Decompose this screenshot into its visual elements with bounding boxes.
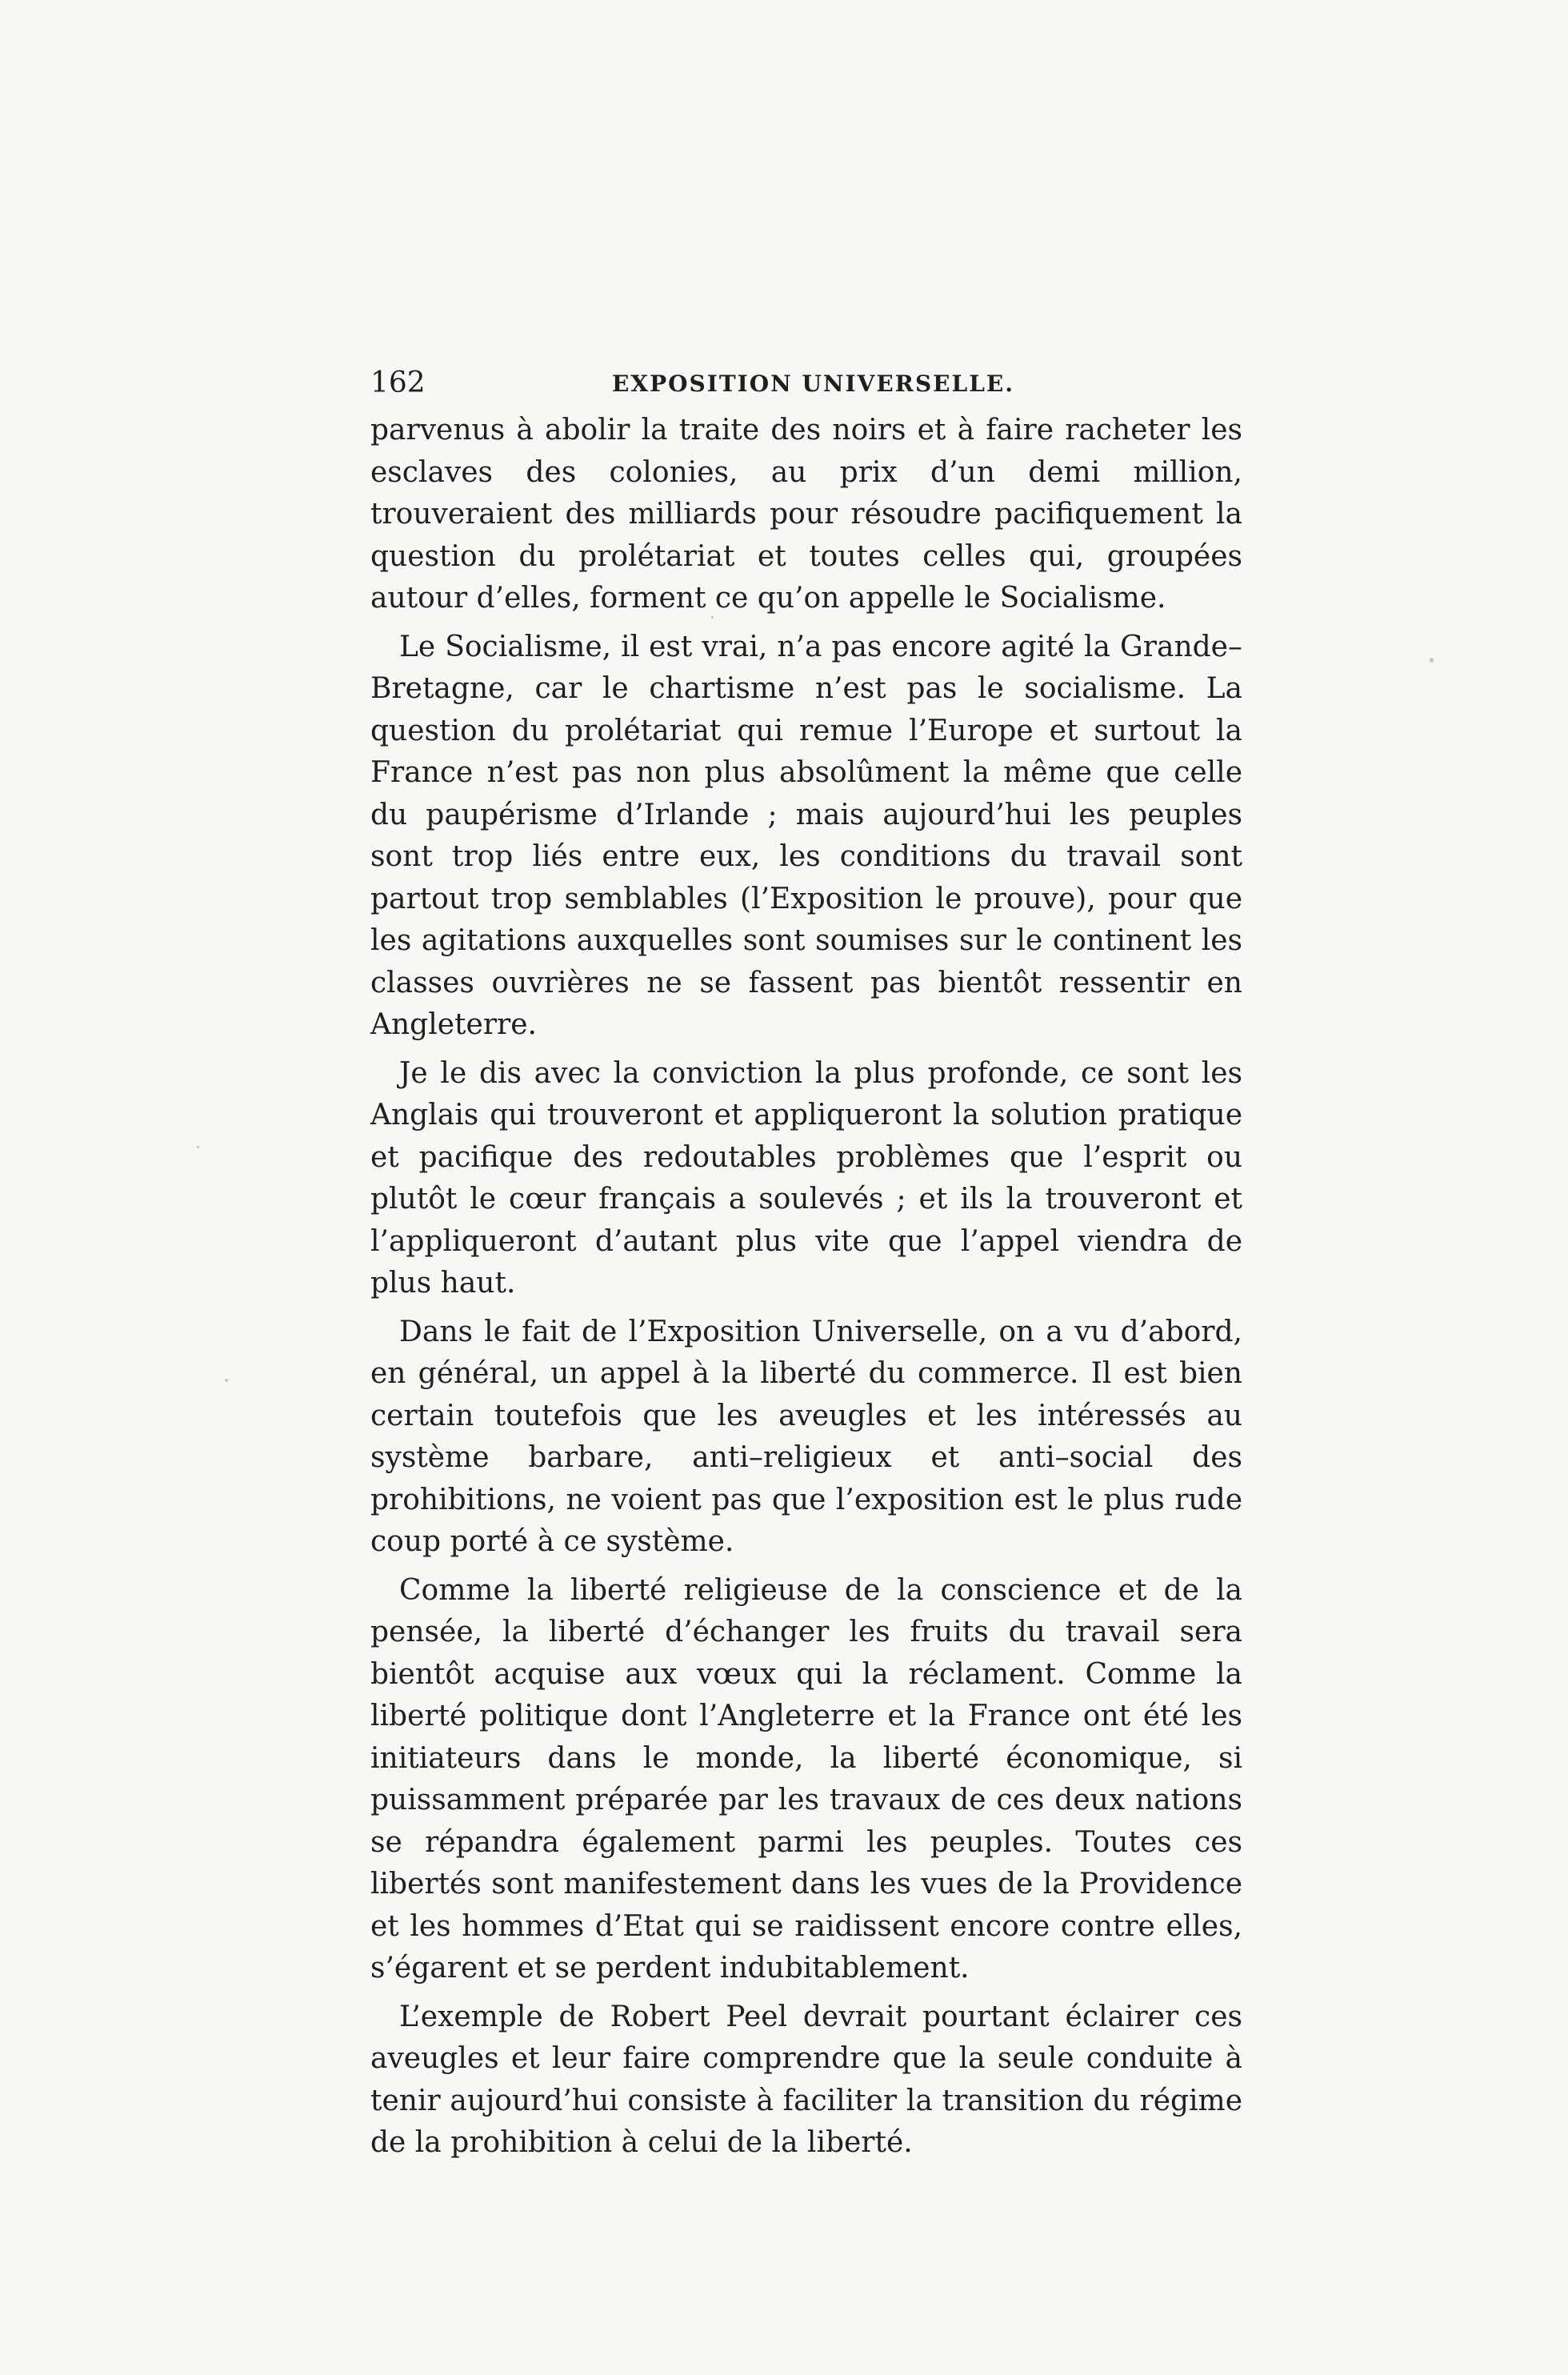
running-title: EXPOSITION UNIVERSELLE. <box>612 370 1014 397</box>
paragraph-2: Le Socialisme, il est vrai, n’a pas encore agité la Grande–Bretagne, car le chartisme n’est pas le socialisme. La question du prolétariat qui remue l’Europe et surtout la France n’est pas non plus absolûment la même que celle du paupérisme d’Irlande ; mais aujourd’hui les peuples sont trop liés entre eux, les conditions du travail sont partout trop semblables (l’Exposition le prouve), pour que les agitations auxquelles sont soumises sur le continent les classes ouvrières ne se fassent pas bientôt ressentir en Angleterre. <box>370 630 1242 1041</box>
paragraph-6: L’exemple de Robert Peel devrait pourtant éclairer ces aveugles et leur faire comprendre que la seule conduite à tenir aujourd’hui consiste à faciliter la transition du régime de la prohibition à celui de la liberté. <box>370 2000 1242 2159</box>
paragraph-4: Dans le fait de l’Exposition Universelle, on a vu d’abord, en général, un appel à la liberté du commerce. Il est bien certain toutefois que les aveugles et les intéressés au système barbare, anti–religieux et anti–social des prohibitions, ne voient pas que l’exposition est le plus rude coup porté à ce système. <box>370 1315 1242 1558</box>
paper-speck <box>225 1379 228 1382</box>
body-text <box>370 410 1242 2171</box>
paper-speck <box>711 616 714 619</box>
paragraph-1: parvenus à abolir la traite des noirs et à faire racheter les esclaves des colonies, au prix d’un demi million, trouveraient des milliards pour résoudre pacifiquement la question du prolétariat et toutes celles qui, groupées autour d’elles, forment ce qu’on appelle le Socialisme. <box>370 414 1242 615</box>
paragraph-3: Je le dis avec la conviction la plus profonde, ce sont les Anglais qui trouveront et appliqueront la solution pratique et pacifique des redoutables problèmes que l’esprit ou plutôt le cœur français a soulevés ; et ils la trouveront et l’appliqueront d’autant plus vite que l’appel viendra de plus haut. <box>370 1056 1242 1300</box>
paper-speck <box>197 1146 199 1148</box>
paragraph-5: Comme la liberté religieuse de la conscience et de la pensée, la liberté d’échanger les fruits du travail sera bientôt acquise aux vœux qui la réclament. Comme la liberté politique dont l’Angleterre et la France ont été les initiateurs dans le monde, la liberté économique, si puissamment préparée par les travaux de ces deux nations se répandra également parmi les peuples. Toutes ces libertés sont manifestement dans les vues de la Providence et les hommes d’Etat qui se raidissent encore contre elles, s’égarent et se perdent indubitablement. <box>370 1573 1242 1985</box>
paper-speck <box>957 978 960 981</box>
paper-speck <box>1430 658 1434 663</box>
running-head <box>370 363 1242 403</box>
page-number: 162 <box>370 366 426 399</box>
